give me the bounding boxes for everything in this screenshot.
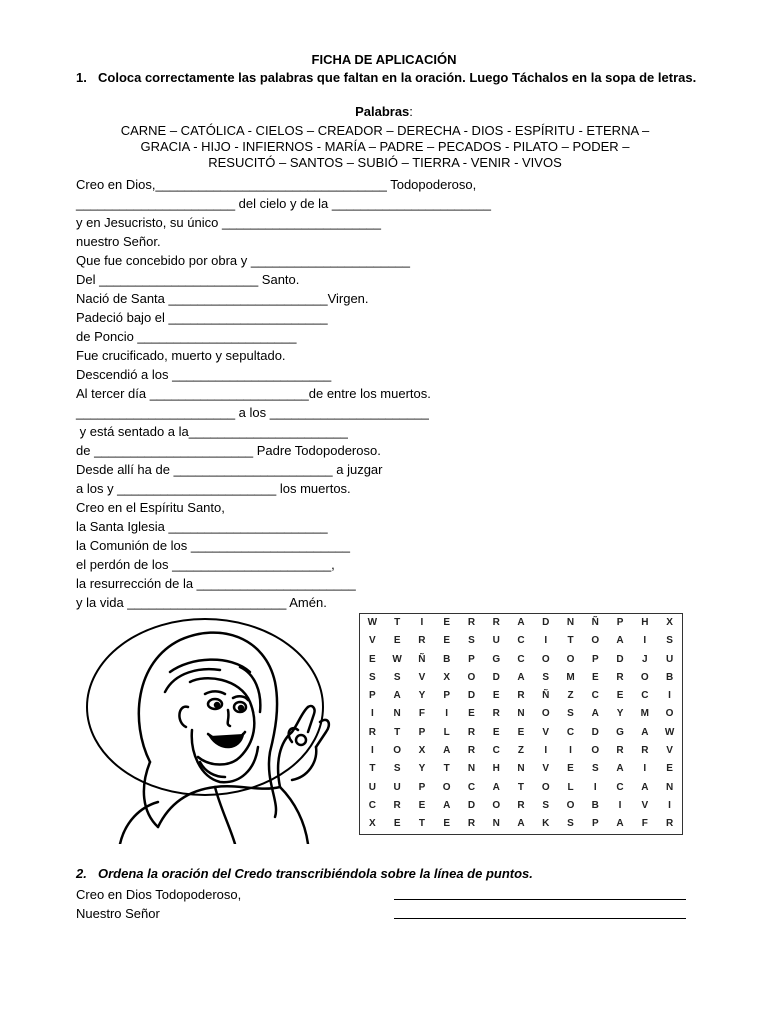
grid-cell[interactable]: A <box>393 690 401 702</box>
grid-cell[interactable]: N <box>492 818 500 830</box>
grid-row <box>360 724 682 742</box>
page-title: FICHA DE APLICACIÓN <box>311 52 457 67</box>
grid-cell[interactable]: D <box>467 690 476 702</box>
grid-cell[interactable]: Y <box>418 763 426 775</box>
grid-cell[interactable]: R <box>467 726 476 738</box>
grid-cell[interactable]: T <box>443 763 450 775</box>
grid-cell[interactable]: Z <box>567 690 574 702</box>
grid-cell[interactable]: E <box>443 635 451 647</box>
grid-cell[interactable]: U <box>665 653 674 665</box>
grid-cell[interactable]: E <box>591 671 599 683</box>
answer-line[interactable] <box>394 904 686 919</box>
grid-cell[interactable]: P <box>418 726 426 738</box>
grid-cell[interactable]: G <box>492 653 501 665</box>
grid-cell[interactable]: A <box>616 818 624 830</box>
credo-line: y está sentado a la______________________ <box>76 424 348 439</box>
grid-cell[interactable]: K <box>542 818 550 830</box>
grid-cell[interactable]: V <box>641 799 649 811</box>
grid-row <box>360 760 682 778</box>
grid-cell[interactable]: O <box>467 671 476 683</box>
credo-line: ______________________ del cielo y de la ______________________ <box>76 196 491 211</box>
grid-cell[interactable]: S <box>468 635 475 647</box>
grid-cell[interactable]: N <box>665 781 674 793</box>
grid-cell[interactable]: A <box>616 635 624 647</box>
grid-cell[interactable]: E <box>616 690 624 702</box>
grid-cell[interactable]: N <box>467 763 476 775</box>
question-1-text: Coloca correctamente las palabras que faltan en la oración. Luego Táchalos en la sopa de letras. <box>98 70 697 85</box>
grid-cell[interactable]: I <box>370 745 374 757</box>
grid-cell[interactable]: X <box>369 818 376 830</box>
credo-line: la Comunión de los ______________________ <box>76 538 350 553</box>
grid-cell[interactable]: W <box>392 653 402 665</box>
grid-cell[interactable]: N <box>517 708 525 720</box>
grid-cell[interactable]: C <box>517 653 525 665</box>
grid-cell[interactable]: T <box>369 763 376 775</box>
grid-cell[interactable]: E <box>443 818 451 830</box>
grid-row <box>360 779 682 797</box>
grid-row <box>360 651 682 669</box>
grid-cell[interactable]: E <box>393 818 401 830</box>
question-2-prompt: Creo en Dios Todopoderoso, <box>76 887 242 902</box>
grid-cell[interactable]: T <box>394 726 401 738</box>
grid-cell[interactable]: S <box>542 671 550 683</box>
words-label: Palabras <box>355 104 410 119</box>
grid-cell[interactable]: A <box>517 818 525 830</box>
grid-cell[interactable]: C <box>641 690 649 702</box>
grid-cell[interactable]: R <box>467 617 476 628</box>
grid-cell[interactable]: A <box>517 617 525 628</box>
grid-cell[interactable]: S <box>369 671 376 683</box>
grid-cell[interactable]: H <box>641 617 649 628</box>
grid-cell[interactable]: R <box>665 818 674 830</box>
grid-cell[interactable]: S <box>393 763 401 775</box>
grid-cell[interactable]: A <box>641 781 649 793</box>
grid-cell[interactable]: E <box>517 726 525 738</box>
grid-cell[interactable]: O <box>640 671 649 683</box>
grid-cell[interactable]: J <box>642 653 648 665</box>
grid-cell[interactable]: S <box>567 818 574 830</box>
grid-cell[interactable]: D <box>542 617 550 628</box>
grid-cell[interactable]: V <box>542 726 550 738</box>
word-search-grid <box>359 613 683 835</box>
grid-cell[interactable]: B <box>665 671 674 683</box>
grid-cell[interactable]: A <box>443 745 451 757</box>
grid-cell[interactable]: B <box>591 799 599 811</box>
grid-cell[interactable]: X <box>443 671 451 683</box>
grid-row <box>360 669 682 687</box>
credo-line: ______________________ a los ______________________ <box>76 405 429 420</box>
grid-cell[interactable]: Ñ <box>542 690 550 702</box>
grid-row <box>360 797 682 815</box>
question-2-row <box>76 885 686 904</box>
grid-cell[interactable]: T <box>567 635 574 647</box>
grid-cell[interactable]: X <box>418 745 426 757</box>
credo-line: el perdón de los ______________________, <box>76 557 335 572</box>
grid-cell[interactable]: A <box>517 671 525 683</box>
grid-cell[interactable]: T <box>394 617 401 628</box>
grid-cell[interactable]: I <box>544 635 548 647</box>
grid-cell[interactable]: D <box>467 799 476 811</box>
grid-row <box>360 705 682 723</box>
credo-text <box>76 175 576 612</box>
grid-row <box>360 687 682 705</box>
grid-cell[interactable]: R <box>641 745 649 757</box>
grid-cell[interactable]: B <box>443 653 451 665</box>
question-2-lines <box>76 885 686 923</box>
grid-cell[interactable]: E <box>492 726 500 738</box>
grid-cell[interactable]: R <box>393 799 401 811</box>
grid-cell[interactable]: E <box>393 635 401 647</box>
grid-row <box>360 742 682 760</box>
credo-line: y la vida ______________________ Amén. <box>76 595 327 610</box>
grid-cell[interactable]: O <box>591 635 600 647</box>
grid-cell[interactable]: O <box>442 781 451 793</box>
grid-row <box>360 815 682 833</box>
grid-cell[interactable]: R <box>467 745 476 757</box>
grid-cell[interactable]: O <box>492 799 501 811</box>
grid-cell[interactable]: R <box>616 745 624 757</box>
grid-cell[interactable]: R <box>492 708 500 720</box>
grid-cell[interactable]: N <box>517 763 525 775</box>
grid-cell[interactable]: O <box>541 781 550 793</box>
jesus-cartoon-icon <box>80 612 350 844</box>
question-1 <box>76 70 706 86</box>
grid-cell[interactable]: O <box>541 653 550 665</box>
grid-cell[interactable]: H <box>492 763 500 775</box>
grid-cell[interactable]: T <box>517 781 525 793</box>
grid-cell[interactable]: M <box>640 708 649 720</box>
credo-line: de Poncio ______________________ <box>76 329 297 344</box>
grid-cell[interactable]: R <box>418 635 426 647</box>
credo-line: Que fue concebido por obra y ______________________ <box>76 253 410 268</box>
grid-cell[interactable]: E <box>418 799 426 811</box>
credo-line: Creo en Dios,________________________________ Todopoderoso, <box>76 177 477 192</box>
credo-line: Creo en el Espíritu Santo, <box>76 500 225 515</box>
grid-cell[interactable]: C <box>467 781 476 793</box>
grid-cell[interactable]: E <box>369 653 376 665</box>
grid-cell[interactable]: O <box>541 708 550 720</box>
grid-cell[interactable]: S <box>393 671 401 683</box>
grid-cell[interactable]: I <box>544 745 548 757</box>
credo-line: Al tercer día ______________________de entre los muertos. <box>76 386 431 401</box>
grid-cell[interactable]: I <box>643 635 647 647</box>
grid-cell[interactable]: N <box>566 617 575 628</box>
grid-cell[interactable]: R <box>517 690 525 702</box>
grid-cell[interactable]: I <box>420 617 424 628</box>
grid-cell[interactable]: R <box>368 726 376 738</box>
credo-line: la resurrección de la ______________________ <box>76 576 356 591</box>
grid-row <box>360 614 682 632</box>
words-heading <box>0 104 768 119</box>
grid-cell[interactable]: Ñ <box>418 653 426 665</box>
grid-cell[interactable]: D <box>591 726 599 738</box>
grid-cell[interactable]: W <box>367 617 378 628</box>
grid-cell[interactable]: P <box>616 617 624 628</box>
grid-cell[interactable]: Y <box>616 708 624 720</box>
grid-cell[interactable]: R <box>616 671 624 683</box>
credo-line: a los y ______________________ los muertos. <box>76 481 351 496</box>
grid-cell[interactable]: I <box>593 781 597 793</box>
credo-line: Descendió a los ______________________ <box>76 367 332 382</box>
grid-cell[interactable]: U <box>368 781 376 793</box>
grid-cell[interactable]: I <box>668 690 671 702</box>
grid-cell[interactable]: I <box>643 763 647 775</box>
grid-cell[interactable]: C <box>566 726 575 738</box>
grid-cell[interactable]: D <box>616 653 624 665</box>
credo-line: de ______________________ Padre Todopoderoso. <box>76 443 381 458</box>
grid-cell[interactable]: M <box>566 671 575 683</box>
grid-cell[interactable]: A <box>443 799 451 811</box>
grid-cell[interactable]: P <box>591 653 599 665</box>
grid-cell[interactable]: U <box>492 635 500 647</box>
question-2-text: Ordena la oración del Credo transcribiéndola sobre la línea de puntos. <box>98 866 533 881</box>
word-bank-line: GRACIA - HIJO - INFIERNOS - MARÍA – PADRE – PECADOS - PILATO – PODER – <box>140 139 630 154</box>
grid-cell[interactable]: F <box>641 818 648 830</box>
credo-line: nuestro Señor. <box>76 234 161 249</box>
grid-cell[interactable]: P <box>369 690 376 702</box>
grid-cell[interactable]: R <box>492 617 500 628</box>
question-2-row <box>76 904 686 923</box>
grid-cell[interactable]: O <box>566 799 575 811</box>
grid-cell[interactable]: W <box>664 726 675 738</box>
grid-cell[interactable]: I <box>618 799 622 811</box>
grid-cell[interactable]: E <box>468 708 475 720</box>
grid-cell[interactable]: E <box>492 690 500 702</box>
grid-cell[interactable]: I <box>668 799 671 811</box>
words-label-colon: : <box>409 104 413 119</box>
grid-cell[interactable]: C <box>591 690 599 702</box>
grid-cell[interactable]: L <box>567 781 574 793</box>
credo-line: Desde allí ha de ______________________ a juzgar <box>76 462 383 477</box>
grid-cell[interactable]: I <box>370 708 374 720</box>
word-bank <box>60 123 710 171</box>
answer-line[interactable] <box>394 885 686 900</box>
grid-cell[interactable]: S <box>666 635 673 647</box>
grid-cell[interactable]: S <box>591 763 599 775</box>
grid-cell[interactable]: T <box>418 818 425 830</box>
question-2 <box>76 866 533 881</box>
grid-cell[interactable]: C <box>492 745 500 757</box>
grid-cell[interactable]: C <box>368 799 376 811</box>
question-2-number: 2. <box>76 866 87 881</box>
word-bank-line: CARNE – CATÓLICA - CIELOS – CREADOR – DERECHA - DIOS - ESPÍRITU - ETERNA – <box>120 123 650 138</box>
credo-line: Del ______________________ Santo. <box>76 272 300 287</box>
grid-cell[interactable]: E <box>666 763 673 775</box>
credo-line: Fue crucificado, muerto y sepultado. <box>76 348 286 363</box>
credo-line: la Santa Iglesia ______________________ <box>76 519 328 534</box>
grid-cell[interactable]: P <box>468 653 475 665</box>
grid-row <box>360 632 682 650</box>
grid-cell[interactable]: U <box>393 781 401 793</box>
grid-cell[interactable]: S <box>567 708 574 720</box>
grid-cell[interactable]: S <box>542 799 550 811</box>
grid-cell[interactable]: I <box>569 745 572 757</box>
grid-cell[interactable]: N <box>393 708 401 720</box>
grid-cell[interactable]: X <box>666 617 673 628</box>
grid-cell[interactable]: R <box>517 799 525 811</box>
grid-cell[interactable]: A <box>492 781 500 793</box>
credo-line: Padeció bajo el ______________________ <box>76 310 328 325</box>
grid-cell[interactable]: A <box>591 708 599 720</box>
grid-cell[interactable]: A <box>616 763 624 775</box>
grid-cell[interactable]: P <box>591 818 599 830</box>
grid-cell[interactable]: O <box>665 708 674 720</box>
grid-cell[interactable]: P <box>443 690 451 702</box>
credo-line: Nació de Santa ______________________Virgen. <box>76 291 369 306</box>
grid-cell[interactable]: D <box>492 671 500 683</box>
grid-cell[interactable]: I <box>445 708 449 720</box>
grid-cell[interactable]: E <box>443 617 451 628</box>
grid-cell[interactable]: C <box>616 781 624 793</box>
grid-cell[interactable]: E <box>567 763 574 775</box>
grid-cell[interactable]: O <box>566 653 575 665</box>
grid-cell[interactable]: V <box>666 745 673 757</box>
grid-cell[interactable]: Z <box>517 745 525 757</box>
grid-cell[interactable]: A <box>641 726 649 738</box>
word-bank-line: RESUCITÓ – SANTOS – SUBIÓ – TIERRA - VENIR - VIVOS <box>208 155 562 170</box>
grid-cell[interactable]: O <box>591 745 600 757</box>
question-2-prompt: Nuestro Señor <box>76 906 160 921</box>
grid-cell[interactable]: F <box>418 708 425 720</box>
grid-cell[interactable]: O <box>393 745 402 757</box>
grid-cell[interactable]: P <box>418 781 426 793</box>
grid-cell[interactable]: V <box>369 635 376 647</box>
grid-cell[interactable]: G <box>616 726 624 738</box>
grid-cell[interactable]: R <box>467 818 476 830</box>
grid-cell[interactable]: C <box>517 635 525 647</box>
credo-line: y en Jesucristo, su único ______________________ <box>76 215 382 230</box>
grid-cell[interactable]: V <box>418 671 426 683</box>
question-1-number: 1. <box>76 70 87 85</box>
grid-cell[interactable]: V <box>542 763 550 775</box>
grid-cell[interactable]: Ñ <box>591 617 599 628</box>
grid-cell[interactable]: L <box>443 726 450 738</box>
grid-cell[interactable]: Y <box>418 690 426 702</box>
